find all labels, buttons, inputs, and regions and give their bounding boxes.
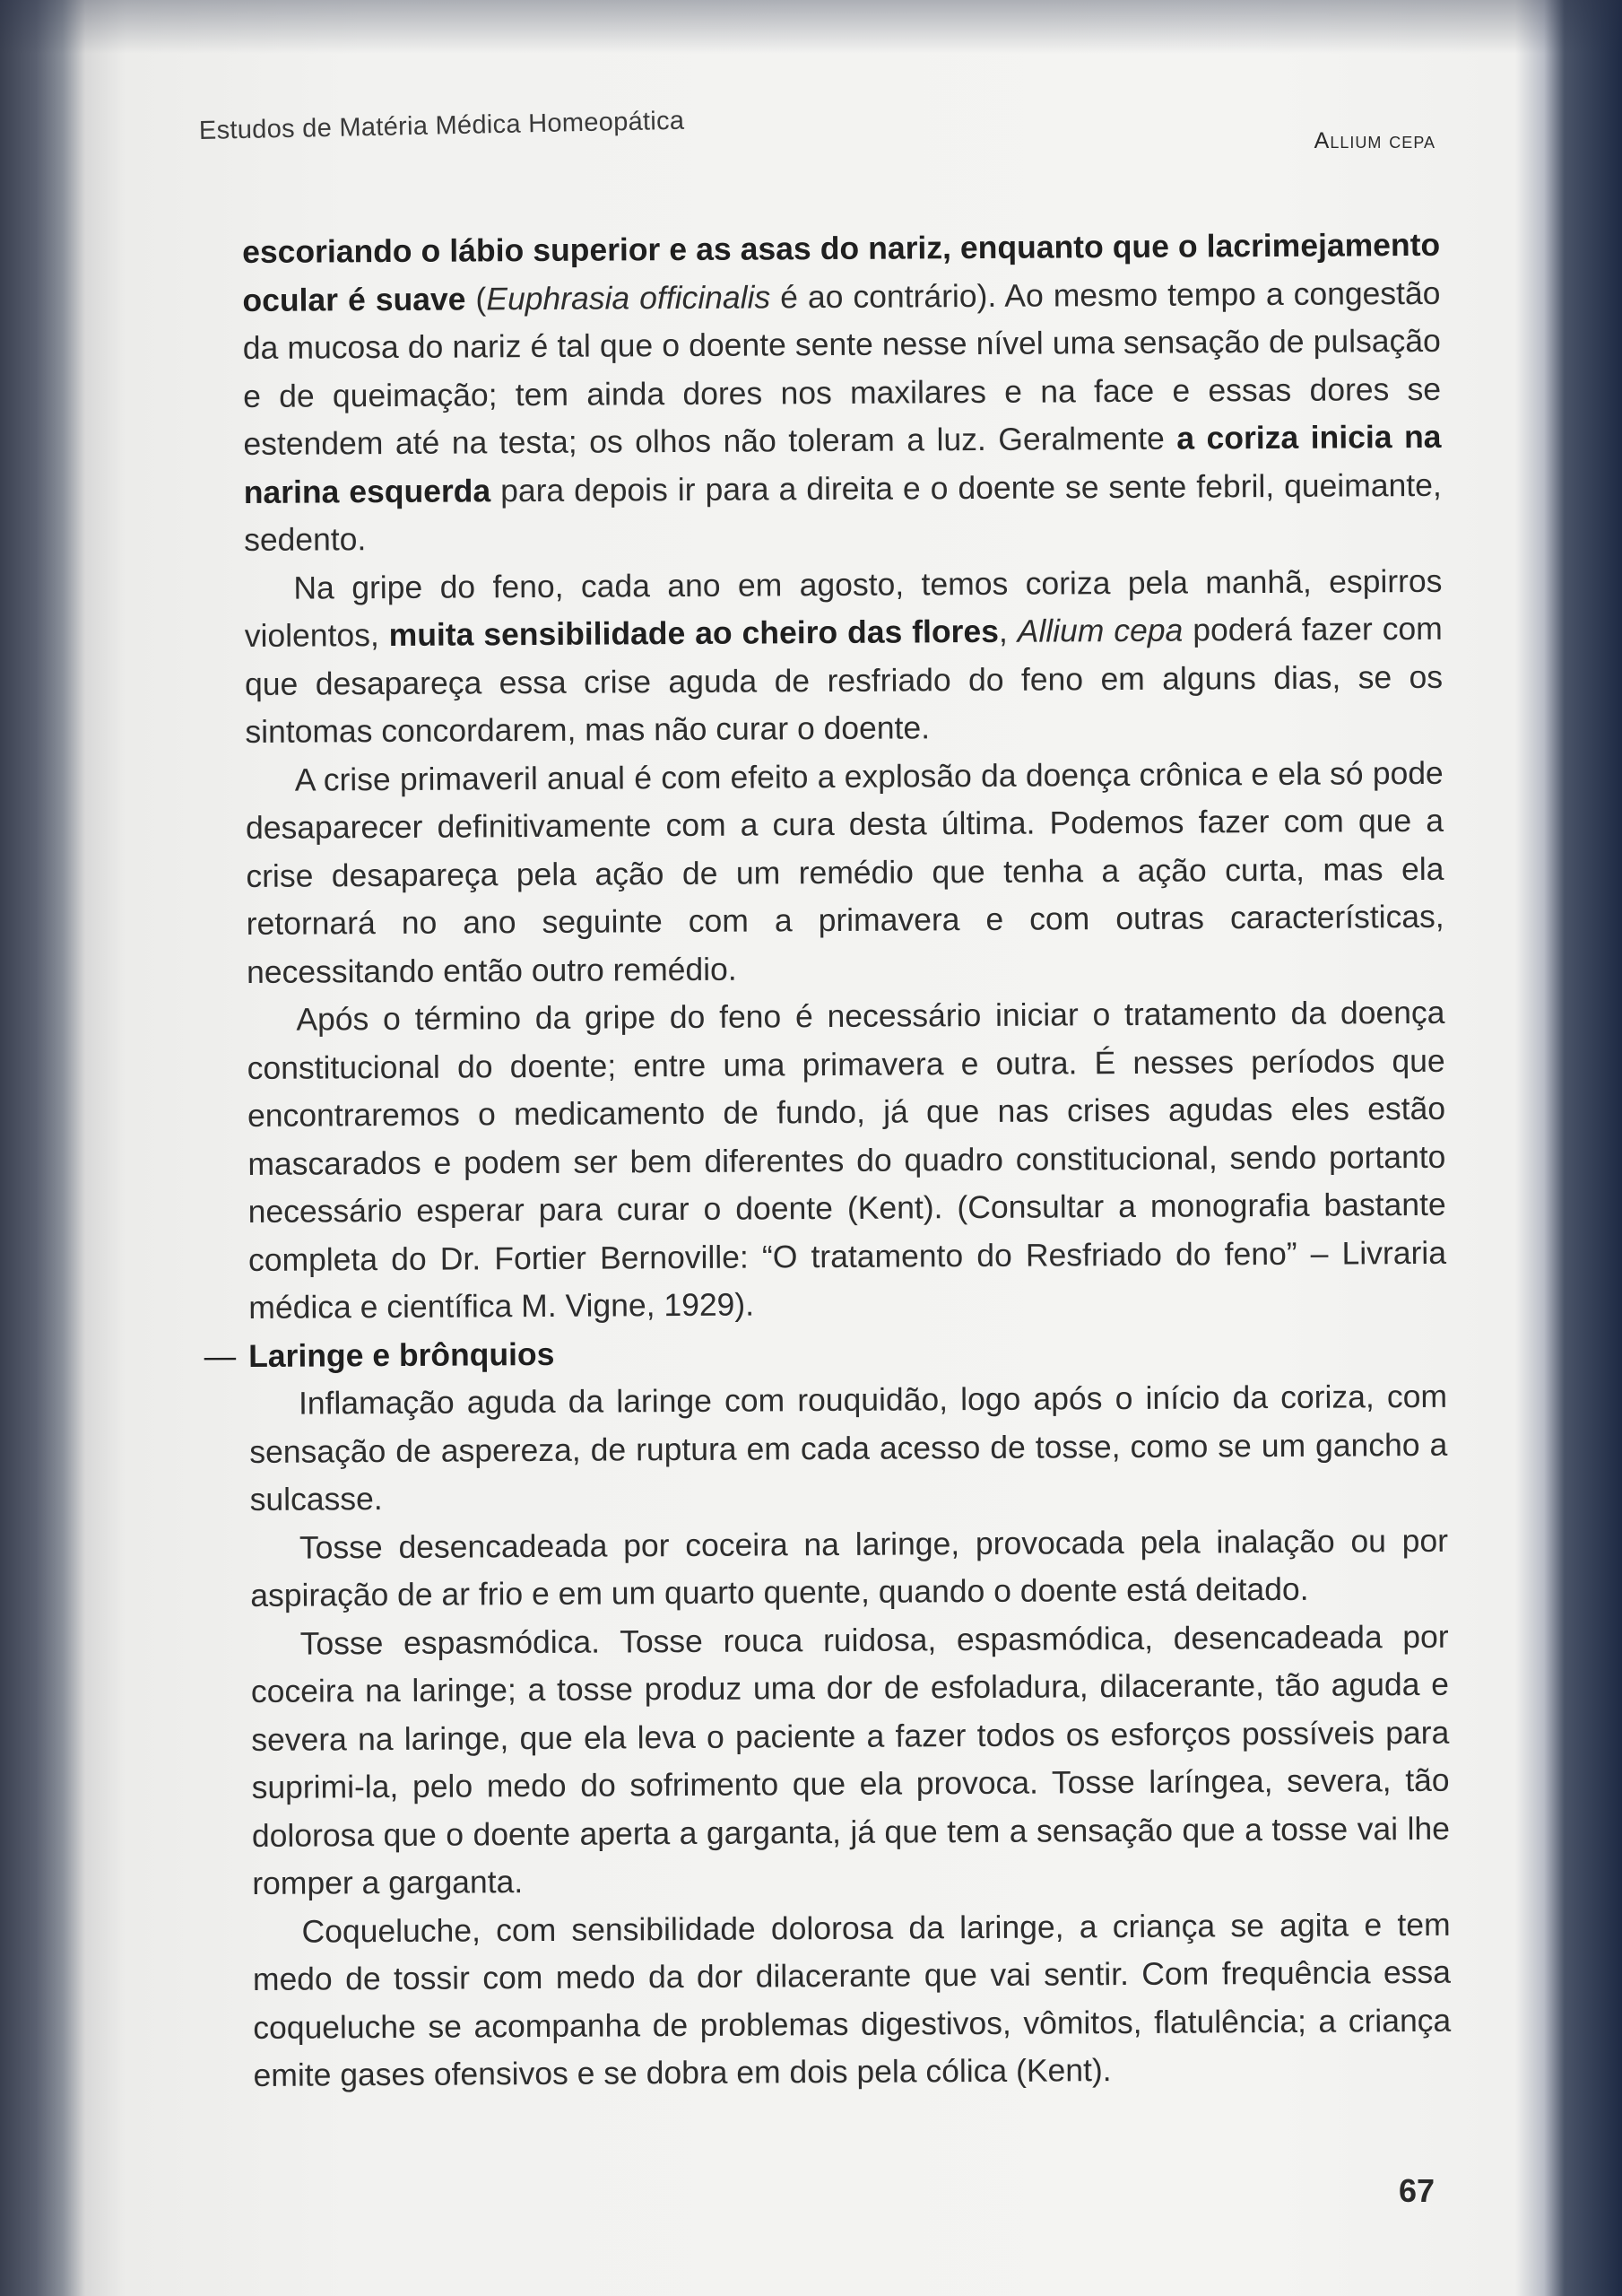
bold-phrase: muita sensibilidade ao cheiro das flores (388, 613, 1000, 654)
paragraph-6: Tosse desencadeada por coceira na laringe, provocada pela inalação ou por aspiração de ar frio e em um quarto quente, quando o doente está deitado. (250, 1522, 1449, 1613)
paragraph-5: Inflamação aguda da laringe com rouquidão, logo após o início da coriza, com sensação de aspereza, de ruptura em cada acesso de tosse, como se um gancho a sulcasse. (249, 1378, 1448, 1518)
paragraph-1 (242, 222, 1442, 565)
section-heading (204, 1325, 1447, 1380)
paragraph-2 (244, 557, 1443, 756)
paragraph-7: Tosse espasmódica. Tosse rouca ruidosa, espasmódica, desencadeada por coceira na laringe; a tosse produz uma dor de esfoladura, dilacerante, tão aguda e severa na laringe, que ela leva o paciente a fazer todos os esforços possíveis para suprimi-la, pelo medo do sofrimento que ela provoca. Tosse laríngea, severa, tão dolorosa que o doente aperta a garganta, já que tem a sensação que a tosse vai lhe romper a garganta. (250, 1618, 1451, 1901)
page-number: 67 (1399, 2172, 1436, 2209)
bold-phrase: a coriza inicia na narina esquerda (243, 418, 1442, 510)
text-run: ( (465, 280, 487, 317)
text-run: para depois ir para a direita e o doente se sente febril, queimante, sedento. (243, 466, 1442, 558)
section-title: Laringe e brônquios (248, 1335, 555, 1374)
heading-dash: — (204, 1337, 237, 1374)
italic-remedy-name: Euphrasia officinalis (486, 278, 771, 317)
paragraph-3: A crise primaveril anual é com efeito a explosão da doença crônica e ela só pode desaparecer definitivamente com a cura desta última. Podemos fazer com que a crise desapareça pela ação de um remédio que tenha a ação curta, mas ela retornará no ano seguinte com a primavera e com outras características, necessitando então outro remédio. (245, 754, 1444, 990)
text-run: Na gripe do feno, cada ano em agosto, temos coriza pela manhã, espirros violentos, (244, 562, 1443, 654)
text-run: , (998, 613, 1018, 649)
body-text (204, 222, 1452, 2100)
text-run: poderá fazer com que desapareça essa crise aguda de resfriado do feno em alguns dias, se os sintomas concordarem, mas não curar o doente. (244, 610, 1444, 750)
text-run: é ao contrário). Ao mesmo tempo a congestão da mucosa do nariz é tal que o doente sente nesse nível uma sensação de pulsação e de queimação; tem ainda dores nos maxilares e na face e essas dores se estendem até na testa; os olhos não toleram a luz. Geralmente (242, 274, 1442, 462)
italic-remedy-name: Allium cepa (1017, 612, 1184, 649)
running-head-book-title: Estudos de Matéria Médica Homeopática (198, 106, 685, 145)
running-head-chapter: Allium cepa (1314, 128, 1436, 153)
paragraph-4: Após o término da gripe do feno é necessário iniciar o tratamento da doença constitucional do doente; entre uma primavera e outra. É nesses períodos que encontraremos o medicamento de fundo, já que nas crises agudas eles estão mascarados e podem ser bem diferentes do quadro constitucional, sendo portanto necessário esperar para curar o doente (Kent). (Consultar a monografia bastante completa do Dr. Fortier Bernoville: “O tratamento do Resfriado do feno” – Livraria médica e científica M. Vigne, 1929). (247, 994, 1447, 1326)
bold-phrase: escoriando o lábio superior e as asas do nariz, enquanto que o lacrimejamento ocular é suave (242, 226, 1441, 318)
paragraph-8: Coqueluche, com sensibilidade dolorosa da laringe, a criança se agita e tem medo de tossir com medo da dor dilacerante que vai sentir. Com frequência essa coqueluche se acompanha de problemas digestivos, vômitos, flatulência; a criança emite gases ofensivos e se dobra em dois pela cólica (Kent). (252, 1906, 1452, 2093)
